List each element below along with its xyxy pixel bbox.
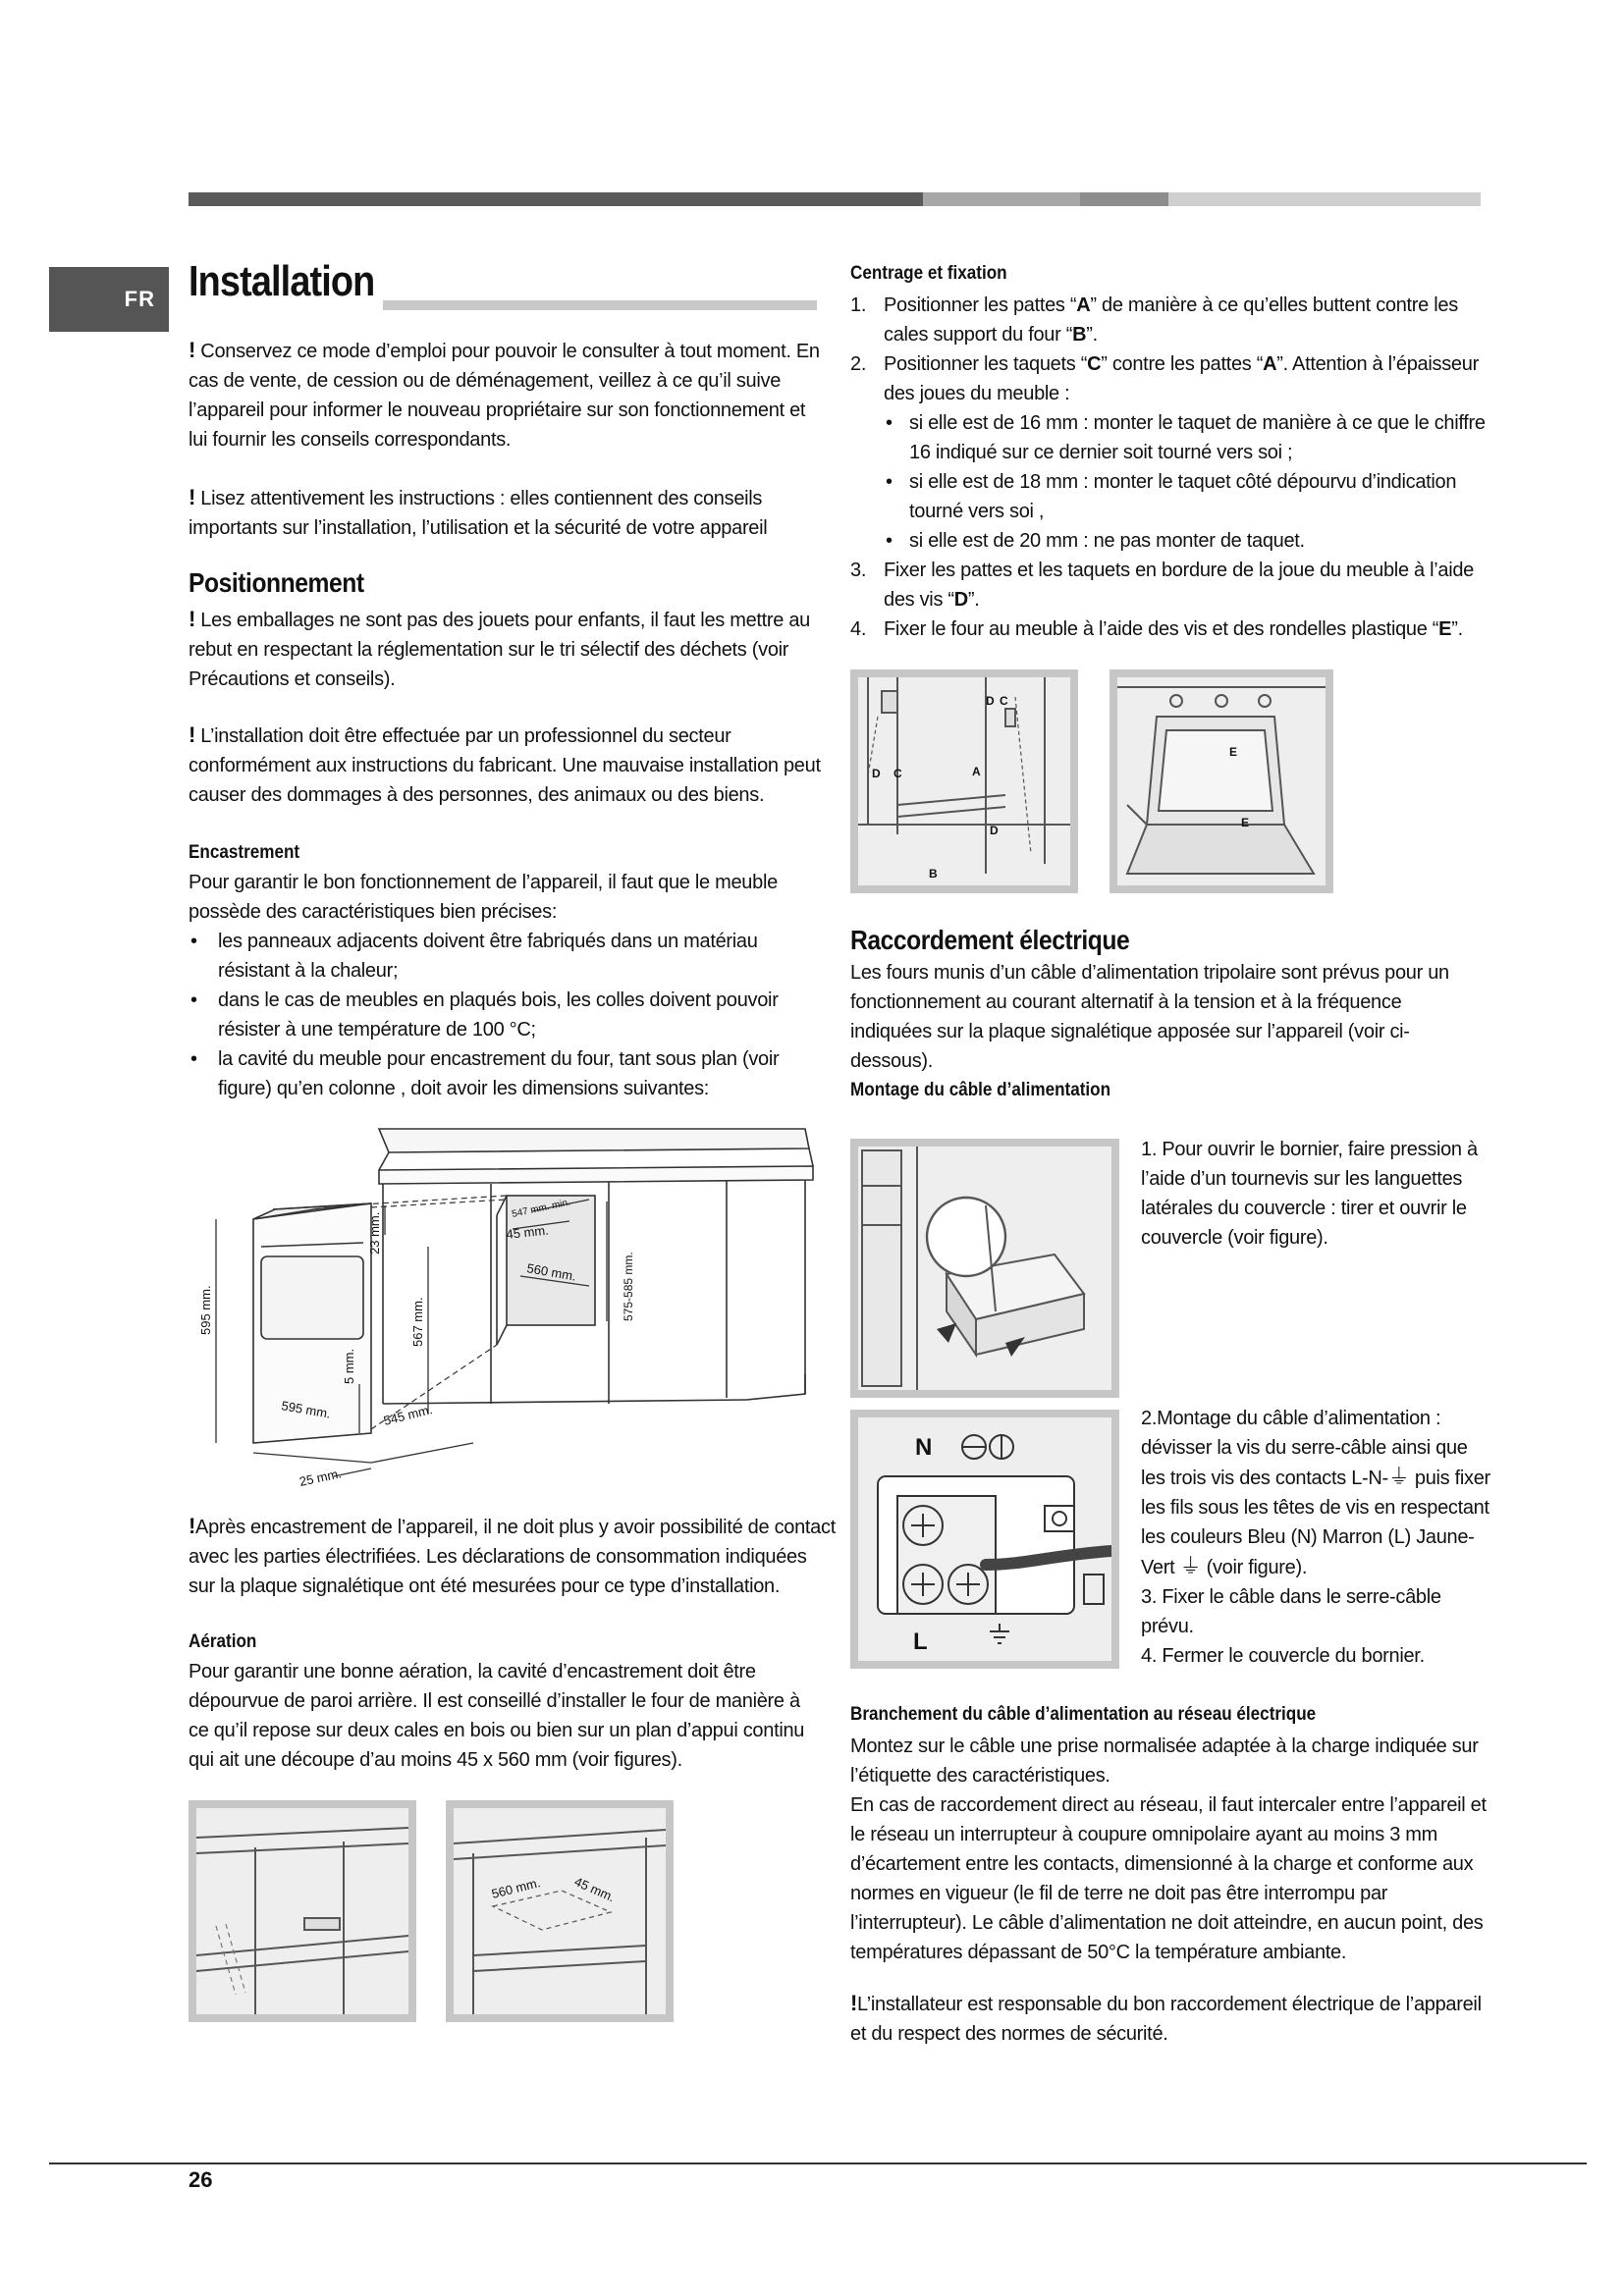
encastrement-intro: Pour garantir le bon fonctionnement de l’appareil, il faut que le meuble possède des caractéristiques bien précises:: [189, 872, 778, 923]
fig-label-a: A: [972, 765, 981, 778]
list-item: [189, 1044, 825, 1103]
bullet: •: [190, 989, 197, 1011]
cabinet-dimensions-figure: [196, 1109, 835, 1492]
dim-545: 545 mm.: [382, 1402, 434, 1428]
bullet: •: [886, 530, 893, 552]
intro-paragraph-2: [189, 483, 825, 543]
title-underline: [383, 300, 817, 310]
list-item: [850, 467, 1487, 526]
list-item: [850, 349, 1487, 408]
bullet: •: [886, 471, 893, 493]
branchement-paragraph-1: Montez sur le câble une prise normalisée adaptée à la charge indiquée sur l’étiquette des caractéristiques.: [850, 1735, 1479, 1787]
terminal-l-label: L: [913, 1629, 928, 1655]
fixing-figure-1: [850, 669, 1078, 893]
encastrement-block: [189, 868, 825, 1103]
list-item: [189, 927, 825, 986]
after-encastrement-text: Après encastrement de l’appareil, il ne doit plus y avoir possibilité de contact avec les parties électrifiées. Les déclarations de consommation indiquées sur la plaque signalétique ont été mesurées pour ce type d’installation.: [189, 1517, 836, 1597]
branchement-block: [850, 1732, 1490, 1967]
terminal-n-label: N: [915, 1434, 933, 1461]
heading-positionnement: Positionnement: [189, 567, 364, 598]
encastrement-item-1: les panneaux adjacents doivent être fabriqués dans un matériau résistant à la chaleur;: [218, 931, 758, 982]
montage-step-4: 4. Fermer le couvercle du bornier.: [1141, 1645, 1425, 1667]
fig-label-e: E: [1241, 816, 1250, 829]
positionnement-paragraph-2: [189, 721, 825, 810]
ground-icon: ⏚: [1387, 1465, 1410, 1489]
heading-aeration: Aération: [189, 1631, 257, 1652]
step-text: ” contre les pattes “: [1101, 353, 1264, 375]
intro-paragraph-1: [189, 336, 825, 454]
heading-centrage: Centrage et fixation: [850, 263, 1007, 284]
sub-item-text: si elle est de 20 mm : ne pas monter de taquet.: [909, 530, 1305, 552]
step-number: 4.: [850, 618, 867, 640]
dim-595-height: 595 mm.: [198, 1285, 213, 1335]
dim-567: 567 mm.: [410, 1297, 425, 1347]
branchement-paragraph-2: En cas de raccordement direct au réseau, il faut intercaler entre l’appareil et le réseau un interrupteur à coupure omnipolaire ayant au moins 3 mm d’écartement entre les contacts, dimensionné à la charge et conforme aux normes en vigueur (le fil de terre ne doit pas être interrompu par l’interrupteur). Le câble d’alimentation ne doit atteindre, en aucun point, des températures dépassant de 50°C la température ambiante.: [850, 1794, 1487, 1963]
warning-mark: !: [850, 1991, 858, 2015]
step-text: ”.: [1086, 324, 1098, 346]
key-letter: B: [1072, 324, 1087, 346]
warning-mark: !: [189, 485, 196, 509]
step-text: Fixer le four au meuble à l’aide des vis et des rondelles plastique “: [884, 618, 1439, 640]
step-text: Positionner les taquets “: [884, 353, 1088, 375]
step-text: ”. Attention à l’épaisseur des joues du meuble :: [884, 353, 1479, 404]
intro-2-text: Lisez attentivement les instructions : elles contiennent des conseils importants sur l’installation, l’utilisation et la sécurité de votre appareil: [189, 488, 768, 539]
fig-label-d: D: [986, 694, 995, 708]
warning-mark: !: [189, 1514, 196, 1538]
aeration-dim-560: 560 mm.: [490, 1875, 542, 1901]
footer-rule: [49, 2163, 1587, 2164]
header-bar-light: [1168, 192, 1481, 206]
heading-raccordement: Raccordement électrique: [850, 925, 1130, 955]
bullet: •: [190, 1048, 197, 1070]
final-warning-text: L’installateur est responsable du bon raccordement électrique de l’appareil et du respect des normes de sécurité.: [850, 1994, 1482, 2045]
step-text: ” de manière à ce qu’elles buttent contre les cales support du four “: [884, 294, 1458, 346]
step-number: 2.: [850, 353, 867, 375]
header-bar-mid: [923, 192, 1080, 206]
bullet: •: [886, 412, 893, 434]
header-bar-mid2: [1080, 192, 1168, 206]
step-2-text: (voir figure).: [1201, 1557, 1308, 1578]
dim-5: 5 mm.: [342, 1348, 356, 1384]
key-letter: D: [953, 589, 968, 611]
list-item: [850, 291, 1487, 349]
dim-547: 547 mm. min.: [511, 1197, 571, 1220]
after-encastrement-paragraph: [189, 1512, 837, 1601]
step-text: ”.: [1451, 618, 1463, 640]
final-warning: [850, 1989, 1490, 2049]
positionnement-p1-text: Les emballages ne sont pas des jouets pour enfants, il faut les mettre au rebut en respectant la réglementation sur le tri sélectif des déchets (voir Précautions et conseils).: [189, 610, 811, 690]
ground-icon: ⏚: [1179, 1554, 1202, 1578]
warning-mark: !: [189, 607, 196, 631]
fig-label-e: E: [1229, 745, 1238, 759]
step-2-text: 2.Montage du câble d’alimentation : dévisser la vis du serre-câble ainsi que les trois vis des contacts L-N-: [1141, 1408, 1468, 1489]
dim-45: 45 mm.: [505, 1222, 550, 1242]
aeration-figure-2: [446, 1800, 674, 2022]
list-item: [189, 986, 825, 1044]
terminal-wiring-figure: [850, 1410, 1119, 1669]
centrage-steps: [850, 291, 1487, 644]
fig-label-d: D: [990, 824, 999, 837]
header-bar-dark: [189, 192, 923, 206]
dim-23: 23 mm.: [367, 1211, 382, 1255]
dim-560: 560 mm.: [525, 1260, 577, 1284]
page-title: Installation: [189, 257, 375, 305]
dim-575-585: 575-585 mm.: [622, 1252, 635, 1321]
key-letter: E: [1438, 618, 1452, 640]
montage-step-3: 3. Fixer le câble dans le serre-câble prévu.: [1141, 1586, 1441, 1637]
sub-item-text: si elle est de 18 mm : monter le taquet côté dépourvu d’indication tourné vers soi ,: [909, 471, 1457, 522]
terminal-open-figure: [850, 1139, 1119, 1398]
list-item: [850, 408, 1487, 467]
sub-item-text: si elle est de 16 mm : monter le taquet de manière à ce que le chiffre 16 indiqué sur ce dernier soit tourné vers soi ;: [909, 412, 1486, 463]
montage-step-2: [1141, 1404, 1490, 1671]
fig-label-c: C: [893, 767, 902, 780]
list-item: [850, 526, 1487, 556]
positionnement-paragraph-1: [189, 605, 825, 694]
positionnement-p2-text: L’installation doit être effectuée par un professionnel du secteur conformément aux instructions du fabricant. Une mauvaise installation peut causer des dommages à des personnes, des animaux ou des biens.: [189, 725, 821, 806]
bullet: •: [190, 931, 197, 952]
aeration-figure-1: [189, 1800, 416, 2022]
step-text: Positionner les pattes “: [884, 294, 1077, 316]
step-2-text: puis fixer les fils sous les têtes de vis en respectant les couleurs Bleu (N) Marron (L) Jaune-Vert: [1141, 1468, 1490, 1578]
aeration-paragraph: Pour garantir une bonne aération, la cavité d’encastrement doit être dépourvue de paroi arrière. Il est conseillé d’installer le four de manière à ce qu’il repose sur deux cales en bois ou bien sur un plan d’appui continu qui ait une découpe d’au moins 45 x 560 mm (voir figures).: [189, 1661, 805, 1771]
key-letter: C: [1087, 353, 1102, 375]
heading-montage-cable: Montage du câble d’alimentation: [850, 1080, 1111, 1100]
fig-label-c: C: [1000, 694, 1008, 708]
warning-mark: !: [189, 722, 196, 747]
language-tab-label: FR: [124, 287, 155, 311]
encastrement-item-2: dans le cas de meubles en plaqués bois, les colles doivent pouvoir résister à une température de 100 °C;: [218, 989, 779, 1041]
key-letter: A: [1263, 353, 1277, 375]
heading-branchement: Branchement du câble d’alimentation au réseau électrique: [850, 1704, 1317, 1725]
step-text: Fixer les pattes et les taquets en bordure de la joue du meuble à l’aide des vis “: [884, 560, 1475, 611]
heading-encastrement: Encastrement: [189, 842, 300, 863]
dim-595-width: 595 mm.: [280, 1398, 332, 1421]
page-number: 26: [189, 2167, 213, 2192]
montage-step-1: 1. Pour ouvrir le bornier, faire pression à l’aide d’un tournevis sur les languettes latérales du couvercle : tirer et ouvrir le couvercle (voir figure).: [1141, 1139, 1478, 1249]
intro-1-text: Conservez ce mode d’emploi pour pouvoir le consulter à tout moment. En cas de vente, de cession ou de déménagement, veillez à ce qu’il suive l’appareil pour informer le nouveau propriétaire sur son fonctionnement et lui fournir les conseils correspondants.: [189, 341, 820, 451]
encastrement-item-3: la cavité du meuble pour encastrement du four, tant sous plan (voir figure) qu’en colonne , doit avoir les dimensions suivantes:: [218, 1048, 780, 1099]
step-text: ”.: [967, 589, 980, 611]
list-item: [850, 556, 1487, 614]
key-letter: A: [1076, 294, 1091, 316]
list-item: [850, 614, 1487, 644]
aeration-dim-45: 45 mm.: [571, 1874, 618, 1905]
step-number: 1.: [850, 294, 867, 316]
fig-label-b: B: [929, 867, 938, 881]
language-tab: [49, 267, 169, 332]
fixing-figure-2: [1110, 669, 1333, 893]
dim-25: 25 mm.: [298, 1466, 344, 1489]
warning-mark: !: [189, 338, 196, 362]
step-number: 3.: [850, 560, 867, 581]
fig-label-d: D: [872, 767, 881, 780]
raccordement-intro: Les fours munis d’un câble d’alimentation tripolaire sont prévus pour un fonctionnement au courant alternatif à la tension et à la fréquence indiquées sur la plaque signalétique apposée sur l’appareil (voir ci-dessous).: [850, 962, 1449, 1072]
